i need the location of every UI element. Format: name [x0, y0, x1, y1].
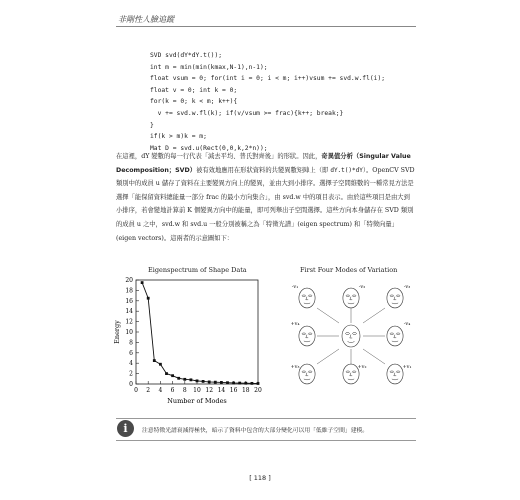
face-right-eye — [308, 371, 312, 373]
x-tick-label: 10 — [193, 387, 201, 394]
face-outline — [299, 326, 315, 346]
page-number: [ 118 ] — [249, 474, 271, 482]
face-left-eye — [302, 295, 306, 297]
face-left-eye — [390, 333, 394, 335]
mode-face-2 — [387, 364, 403, 384]
face-right-eye — [308, 333, 312, 335]
y-axis-label: Energy — [113, 320, 121, 344]
face-nose — [350, 297, 352, 300]
mode-face-5 — [387, 288, 403, 308]
mean-face — [342, 325, 360, 347]
y-tick-label: 20 — [125, 277, 133, 284]
face-outline — [387, 326, 403, 346]
mode-face-3 — [343, 288, 359, 308]
face-nose — [350, 335, 352, 339]
data-point — [232, 382, 235, 385]
face-outline — [342, 325, 360, 347]
face-outline — [299, 288, 315, 308]
y-tick-label: 6 — [129, 349, 133, 357]
y-tick-label: 8 — [129, 339, 133, 347]
x-tick-label: 2 — [146, 387, 151, 394]
y-tick-label: 10 — [125, 329, 133, 336]
face-right-eye — [352, 371, 356, 373]
mode-arrow — [317, 308, 339, 323]
data-point — [251, 382, 254, 385]
header-rule — [116, 26, 416, 27]
data-point — [202, 380, 205, 383]
x-tick-label: 16 — [229, 387, 238, 394]
face-right-eye — [352, 295, 356, 297]
y-tick-label: 18 — [125, 287, 133, 295]
y-tick-label: 12 — [125, 318, 133, 326]
info-icon: i — [117, 420, 134, 437]
face-right-eye — [396, 371, 400, 373]
x-tick-label: 14 — [217, 387, 226, 394]
face-nose — [394, 335, 396, 338]
mode-label: -v₂ — [358, 284, 366, 290]
data-point — [257, 382, 260, 385]
face-right-eye — [396, 333, 400, 335]
data-point — [147, 297, 150, 300]
mode-label: -v₁ — [291, 284, 299, 290]
face-mouth — [304, 303, 310, 304]
x-tick-label: 12 — [205, 387, 214, 394]
face-right-eye — [353, 333, 357, 335]
face-mouth — [348, 342, 355, 343]
mode-face-8 — [299, 326, 315, 346]
data-point — [141, 281, 144, 284]
plot-frame — [136, 280, 258, 384]
mode-label: +v₂ — [357, 364, 367, 370]
data-point — [220, 381, 223, 384]
mode-face-1 — [299, 288, 315, 308]
paragraph-bold-term: 奇異值分析（Singular Value Decomposition；SVD） — [116, 153, 411, 174]
face-left-eye — [302, 333, 306, 335]
data-point — [190, 378, 193, 381]
face-mouth — [392, 341, 398, 342]
x-axis-label: Number of Modes — [167, 397, 227, 405]
face-nose — [350, 373, 352, 376]
face-nose — [306, 335, 308, 338]
energy-series-line — [142, 283, 258, 384]
paragraph-text-3: ）。OpenCV SVD 類別中的成員 u 儲存了資料在主要變異方向上的變異，並由大到小排序。選擇子空間維數的一種常見方法是選擇「能保留資料總能量一部分 frac 的最小方向集合」，由 svd.w 中的項目表示。由於這些項目是由大到小排序，若會變地計算前 K 個變異方向中的能量，即可列舉出子空間選擇。這些方向本身儲存在 SVD 類別的成員 u 之中，svd.w 和 svd.u 一般分別被稱之為「特徵光譜」(eigen spectrum) 和「特徵向量」(eigen vectors)。這兩者的示意圖如下： — [116, 166, 415, 242]
note-rule-top — [116, 418, 416, 419]
face-right-eye — [308, 295, 312, 297]
x-tick-label: 8 — [182, 387, 187, 394]
mode-label: +v₁ — [402, 364, 412, 370]
code-listing: SVD svd(dY*dY.t()); int m = min(min(kmax,N-1),n-1); float vsum = 0; for(int i = 0; i < m; i++)vsum += svd.w.fl(i); float v = 0; int k = 0; for(k = 0; k < m; k++){ v += svd.w.fl(k); if(v/vsum >= frac){k++; break;} } if(k > m)k = m; Mat D = svd.u(Rect(0,0,k,2*n)); — [150, 52, 386, 152]
mode-face-7 — [387, 326, 403, 346]
data-point — [238, 382, 241, 385]
face-mouth — [348, 303, 354, 304]
data-point — [153, 359, 156, 362]
mode-label: -v₃ — [403, 284, 411, 290]
modes-of-variation-figure — [276, 276, 426, 396]
face-nose — [394, 373, 396, 376]
body-paragraph — [116, 150, 416, 245]
x-tick-label: 6 — [170, 387, 175, 394]
face-nose — [306, 297, 308, 300]
data-point — [177, 377, 180, 380]
face-mouth — [392, 379, 398, 380]
face-left-eye — [346, 333, 350, 335]
y-tick-label: 14 — [125, 308, 133, 316]
x-tick-label: 20 — [254, 387, 262, 394]
eigenspectrum-chart-title: Eigenspectrum of Shape Data — [148, 266, 247, 274]
mode-arrow — [363, 308, 385, 323]
y-tick-label: 4 — [129, 360, 133, 368]
x-tick-label: 18 — [241, 387, 250, 394]
mode-arrow — [363, 349, 385, 364]
note-rule-bottom — [116, 440, 416, 441]
face-left-eye — [390, 295, 394, 297]
face-mouth — [392, 303, 398, 304]
data-point — [171, 374, 174, 377]
data-point — [165, 372, 168, 375]
data-point — [244, 382, 247, 385]
y-tick-label: 0 — [129, 381, 133, 388]
running-header: 非剛性人臉追蹤 — [118, 15, 174, 24]
mode-label: -v₄ — [403, 321, 411, 327]
mode-label: +v₄ — [290, 321, 300, 327]
face-outline — [343, 288, 359, 308]
mode-face-6 — [299, 364, 315, 384]
face-outline — [387, 364, 403, 384]
data-point — [214, 381, 217, 384]
eigenspectrum-chart — [112, 272, 272, 412]
data-point — [183, 378, 186, 381]
paragraph-text-2: 被有效地應用在形狀資料的共變異數矩陣上（即 — [196, 166, 331, 174]
mode-label: +v₃ — [290, 364, 300, 370]
face-nose — [394, 297, 396, 300]
x-tick-label: 0 — [134, 387, 138, 394]
paragraph-text-1: 在這裡，dY 變數的每一行代表「減去平均、普氏對齊後」的形狀。因此， — [116, 153, 322, 160]
data-point — [208, 381, 211, 384]
face-outline — [299, 364, 315, 384]
face-right-eye — [396, 295, 400, 297]
face-nose — [306, 373, 308, 376]
y-tick-label: 16 — [125, 297, 133, 305]
face-left-eye — [390, 371, 394, 373]
data-point — [159, 363, 162, 366]
face-mouth — [348, 379, 354, 380]
x-tick-label: 4 — [158, 387, 163, 394]
face-mouth — [304, 341, 310, 342]
modes-figure-title: First Four Modes of Variation — [300, 266, 398, 274]
face-left-eye — [346, 295, 350, 297]
paragraph-inline-code: dY.t()*dY — [330, 166, 363, 174]
face-left-eye — [346, 371, 350, 373]
y-tick-label: 2 — [129, 370, 133, 378]
face-outline — [387, 288, 403, 308]
note-text: 注意特徵光譜衰減得極快，暗示了資料中包含的大部分變化可以用「低維子空間」建模。 — [142, 428, 369, 434]
face-left-eye — [302, 371, 306, 373]
face-mouth — [304, 379, 310, 380]
data-point — [196, 379, 199, 382]
data-point — [226, 381, 229, 384]
mode-arrow — [317, 349, 339, 364]
